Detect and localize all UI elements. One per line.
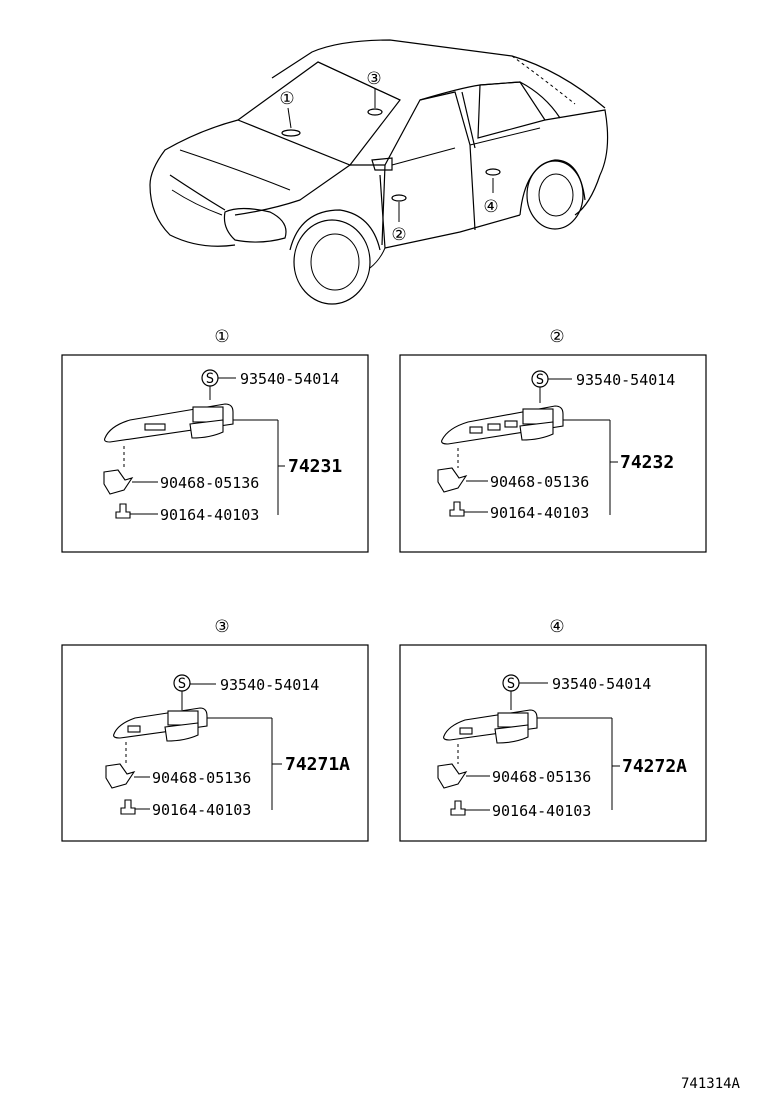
panel-index-label: ① [214, 327, 230, 347]
clip-icon [438, 764, 466, 788]
s-mark: S [177, 676, 187, 692]
panel-index-label: ② [549, 327, 565, 347]
part-number-screw: 90164-40103 [160, 506, 260, 524]
panel-index-label: ③ [214, 617, 230, 637]
part-number-clip: 90468-05136 [152, 769, 252, 787]
part-number-screw: 90164-40103 [490, 504, 590, 522]
car-illustration [150, 40, 608, 304]
s-mark: S [506, 676, 516, 692]
screw-icon [450, 502, 464, 516]
part-number-switch: 93540-54014 [576, 371, 676, 389]
part-number-switch: 93540-54014 [240, 370, 340, 388]
part-number-switch: 93540-54014 [220, 676, 320, 694]
car-callout-2: ② [391, 225, 407, 245]
panel-4 [400, 617, 706, 841]
car-callout-4: ④ [483, 197, 499, 217]
part-number-clip: 90468-05136 [490, 473, 590, 491]
clip-icon [438, 468, 466, 492]
assembly-number: 74271A [285, 754, 351, 775]
assembly-number: 74272A [622, 756, 688, 777]
part-number-switch: 93540-54014 [552, 675, 652, 693]
panel-3 [62, 617, 368, 841]
part-number-clip: 90468-05136 [160, 474, 260, 492]
drawing-reference: 741314A [680, 1076, 740, 1092]
assembly-number: 74232 [620, 452, 675, 473]
s-mark: S [205, 371, 215, 387]
screw-icon [451, 801, 465, 815]
screw-icon [116, 504, 130, 518]
s-mark: S [535, 372, 545, 388]
part-number-screw: 90164-40103 [152, 801, 252, 819]
part-number-screw: 90164-40103 [492, 802, 592, 820]
panel-1 [62, 327, 368, 552]
assembly-number: 74231 [288, 456, 343, 477]
car-callout-3: ③ [366, 69, 382, 89]
part-number-clip: 90468-05136 [492, 768, 592, 786]
screw-icon [121, 800, 135, 814]
car-callout-1: ① [279, 89, 295, 109]
clip-icon [106, 764, 134, 788]
panel-index-label: ④ [549, 617, 565, 637]
panel-2 [400, 327, 706, 552]
clip-icon [104, 470, 132, 494]
